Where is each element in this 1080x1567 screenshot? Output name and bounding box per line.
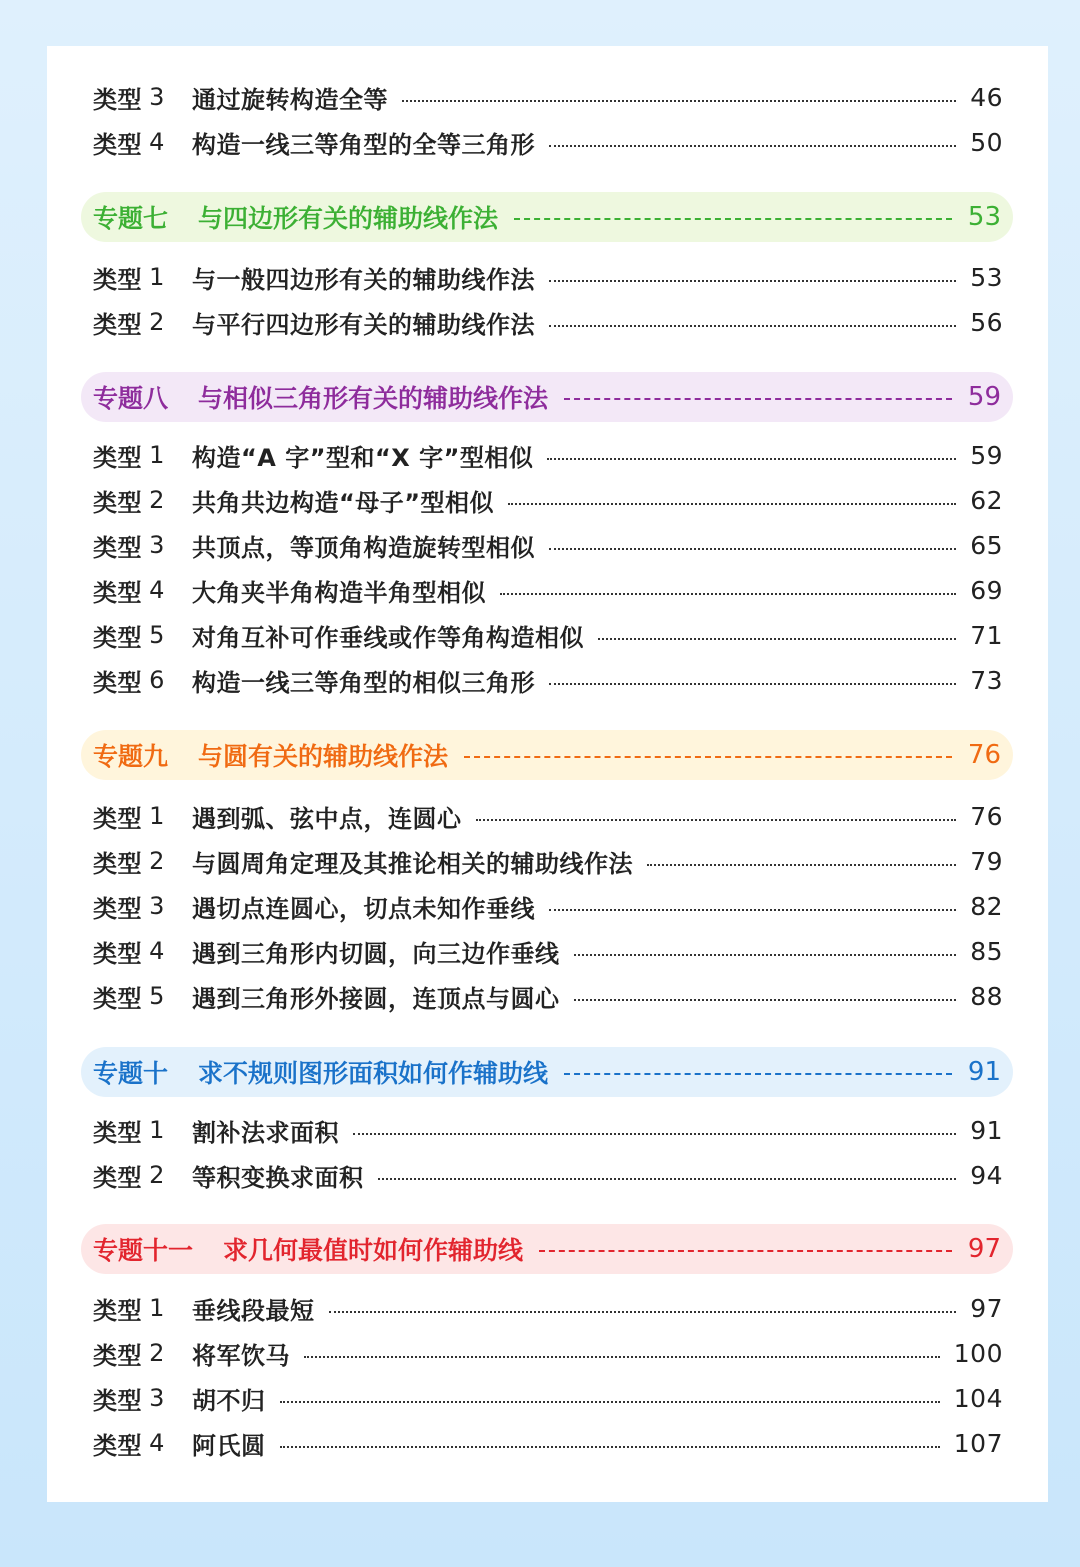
- dotted-leader: [549, 683, 956, 685]
- item-page-number: 85: [970, 936, 1003, 966]
- toc-item[interactable]: [93, 1286, 1003, 1330]
- item-type-number: 3: [149, 1384, 165, 1412]
- toc-section-heading[interactable]: [81, 372, 1013, 422]
- item-type-label: 类型: [93, 894, 142, 923]
- section-label: 专题十: [93, 1059, 169, 1088]
- item-title: 通过旋转构造全等: [192, 85, 388, 114]
- item-type-number: 4: [149, 576, 165, 604]
- item-type-label: 类型: [93, 1296, 142, 1325]
- item-type-number: 2: [149, 486, 165, 514]
- item-type-label: 类型: [93, 310, 142, 339]
- item-type-label: 类型: [93, 533, 142, 562]
- toc-section-heading[interactable]: [81, 730, 1013, 780]
- toc-item[interactable]: [93, 1153, 1003, 1197]
- section-page-number: 91: [967, 1057, 1001, 1087]
- section-page-number: 76: [967, 740, 1001, 770]
- item-type-number: 5: [149, 982, 165, 1010]
- toc-item[interactable]: [93, 1376, 1003, 1420]
- item-page-number: 73: [970, 665, 1003, 695]
- item-page-number: 65: [970, 530, 1003, 560]
- toc-item[interactable]: [93, 839, 1003, 883]
- dotted-leader: [549, 325, 956, 327]
- item-title: 遇到三角形内切圆，向三边作垂线: [192, 939, 560, 968]
- item-title: 割补法求面积: [192, 1118, 339, 1147]
- toc-item[interactable]: [93, 523, 1003, 567]
- toc-section-heading[interactable]: [81, 1047, 1013, 1097]
- item-type-number: 1: [149, 263, 165, 291]
- item-title: 阿氏圆: [192, 1431, 266, 1460]
- section-page-number: 53: [967, 202, 1001, 232]
- toc-item[interactable]: [93, 568, 1003, 612]
- toc-item[interactable]: [93, 478, 1003, 522]
- dotted-leader: [476, 819, 957, 821]
- item-page-number: 88: [970, 981, 1003, 1011]
- item-type-number: 2: [149, 1339, 165, 1367]
- item-type-number: 4: [149, 1429, 165, 1457]
- dotted-leader: [464, 756, 952, 758]
- item-type-label: 类型: [93, 1341, 142, 1370]
- item-title: 垂线段最短: [192, 1296, 315, 1325]
- item-title: 构造“A 字”型和“X 字”型相似: [192, 443, 534, 472]
- dotted-leader: [508, 503, 956, 505]
- item-type-label: 类型: [93, 85, 142, 114]
- item-title: 胡不归: [192, 1386, 266, 1415]
- item-type-label: 类型: [93, 623, 142, 652]
- section-title: 与四边形有关的辅助线作法: [198, 204, 499, 233]
- toc-item[interactable]: [93, 1331, 1003, 1375]
- toc-page: [47, 46, 1048, 1502]
- item-type-number: 5: [149, 621, 165, 649]
- item-title: 将军饮马: [192, 1341, 290, 1370]
- item-type-label: 类型: [93, 488, 142, 517]
- item-title: 构造一线三等角型的相似三角形: [192, 668, 535, 697]
- dotted-leader: [549, 548, 956, 550]
- item-type-number: 2: [149, 308, 165, 336]
- item-page-number: 69: [970, 575, 1003, 605]
- item-title: 遇到弧、弦中点，连圆心: [192, 804, 462, 833]
- item-page-number: 50: [970, 127, 1003, 157]
- section-page-number: 59: [967, 382, 1001, 412]
- dotted-leader: [353, 1133, 956, 1135]
- item-type-number: 2: [149, 1161, 165, 1189]
- item-type-label: 类型: [93, 1163, 142, 1192]
- dotted-leader: [549, 145, 956, 147]
- toc-item[interactable]: [93, 658, 1003, 702]
- item-title: 与圆周角定理及其推论相关的辅助线作法: [192, 849, 633, 878]
- item-page-number: 94: [970, 1160, 1003, 1190]
- dotted-leader: [514, 218, 952, 220]
- item-page-number: 107: [953, 1428, 1003, 1458]
- item-type-label: 类型: [93, 265, 142, 294]
- dotted-leader: [500, 593, 956, 595]
- item-title: 对角互补可作垂线或作等角构造相似: [192, 623, 584, 652]
- item-title: 遇到三角形外接圆，连顶点与圆心: [192, 984, 560, 1013]
- toc-item[interactable]: [93, 884, 1003, 928]
- item-type-label: 类型: [93, 578, 142, 607]
- section-label: 专题七: [93, 204, 169, 233]
- dotted-leader: [574, 999, 957, 1001]
- item-type-number: 1: [149, 802, 165, 830]
- dotted-leader: [539, 1250, 952, 1252]
- item-page-number: 91: [970, 1115, 1003, 1145]
- item-type-number: 3: [149, 892, 165, 920]
- dotted-leader: [574, 954, 957, 956]
- item-page-number: 59: [970, 440, 1003, 470]
- dotted-leader: [329, 1311, 957, 1313]
- toc-item[interactable]: [93, 75, 1003, 119]
- section-title: 与相似三角形有关的辅助线作法: [198, 384, 549, 413]
- section-label: 专题八: [93, 384, 169, 413]
- item-type-label: 类型: [93, 849, 142, 878]
- dotted-leader: [280, 1401, 940, 1403]
- item-title: 共顶点，等顶角构造旋转型相似: [192, 533, 535, 562]
- toc-item[interactable]: [93, 1421, 1003, 1465]
- toc-item[interactable]: [93, 120, 1003, 164]
- item-title: 大角夹半角构造半角型相似: [192, 578, 486, 607]
- item-page-number: 76: [970, 801, 1003, 831]
- toc-item[interactable]: [93, 974, 1003, 1018]
- item-page-number: 56: [970, 307, 1003, 337]
- item-title: 与一般四边形有关的辅助线作法: [192, 265, 535, 294]
- table-of-contents: [47, 46, 1048, 1502]
- item-type-number: 2: [149, 847, 165, 875]
- item-title: 遇切点连圆心，切点未知作垂线: [192, 894, 535, 923]
- toc-item[interactable]: [93, 1108, 1003, 1152]
- section-title: 与圆有关的辅助线作法: [198, 742, 449, 771]
- toc-section-heading[interactable]: [81, 192, 1013, 242]
- dotted-leader: [549, 280, 956, 282]
- item-type-number: 3: [149, 83, 165, 111]
- item-page-number: 62: [970, 485, 1003, 515]
- item-type-number: 1: [149, 1294, 165, 1322]
- item-type-label: 类型: [93, 668, 142, 697]
- item-type-number: 1: [149, 1116, 165, 1144]
- toc-item[interactable]: [93, 255, 1003, 299]
- item-type-number: 6: [149, 666, 165, 694]
- item-page-number: 97: [970, 1293, 1003, 1323]
- toc-item[interactable]: [93, 300, 1003, 344]
- dotted-leader: [564, 1073, 952, 1075]
- item-page-number: 71: [970, 620, 1003, 650]
- dotted-leader: [378, 1178, 957, 1180]
- dotted-leader: [598, 638, 956, 640]
- item-title: 构造一线三等角型的全等三角形: [192, 130, 535, 159]
- item-page-number: 100: [953, 1338, 1003, 1368]
- item-type-label: 类型: [93, 130, 142, 159]
- item-page-number: 82: [970, 891, 1003, 921]
- toc-section-heading[interactable]: [81, 1224, 1013, 1274]
- section-page-number: 97: [967, 1234, 1001, 1264]
- dotted-leader: [549, 909, 956, 911]
- item-title: 与平行四边形有关的辅助线作法: [192, 310, 535, 339]
- section-title: 求不规则图形面积如何作辅助线: [198, 1059, 549, 1088]
- item-type-label: 类型: [93, 1431, 142, 1460]
- item-page-number: 104: [953, 1383, 1003, 1413]
- dotted-leader: [402, 100, 956, 102]
- item-title: 共角共边构造“母子”型相似: [192, 488, 495, 517]
- section-label: 专题十一: [93, 1236, 194, 1265]
- item-type-number: 4: [149, 937, 165, 965]
- toc-item[interactable]: [93, 613, 1003, 657]
- toc-item[interactable]: [93, 433, 1003, 477]
- item-page-number: 79: [970, 846, 1003, 876]
- item-page-number: 53: [970, 262, 1003, 292]
- item-type-label: 类型: [93, 984, 142, 1013]
- dotted-leader: [304, 1356, 940, 1358]
- item-type-label: 类型: [93, 804, 142, 833]
- dotted-leader: [564, 398, 952, 400]
- item-page-number: 46: [970, 82, 1003, 112]
- dotted-leader: [647, 864, 956, 866]
- toc-item[interactable]: [93, 794, 1003, 838]
- item-type-number: 3: [149, 531, 165, 559]
- dotted-leader: [280, 1446, 940, 1448]
- dotted-leader: [547, 458, 956, 460]
- item-type-label: 类型: [93, 443, 142, 472]
- item-type-label: 类型: [93, 1118, 142, 1147]
- item-type-number: 4: [149, 128, 165, 156]
- item-type-label: 类型: [93, 1386, 142, 1415]
- section-title: 求几何最值时如何作辅助线: [223, 1236, 524, 1265]
- item-type-number: 1: [149, 441, 165, 469]
- item-type-label: 类型: [93, 939, 142, 968]
- section-label: 专题九: [93, 742, 169, 771]
- toc-item[interactable]: [93, 929, 1003, 973]
- item-title: 等积变换求面积: [192, 1163, 364, 1192]
